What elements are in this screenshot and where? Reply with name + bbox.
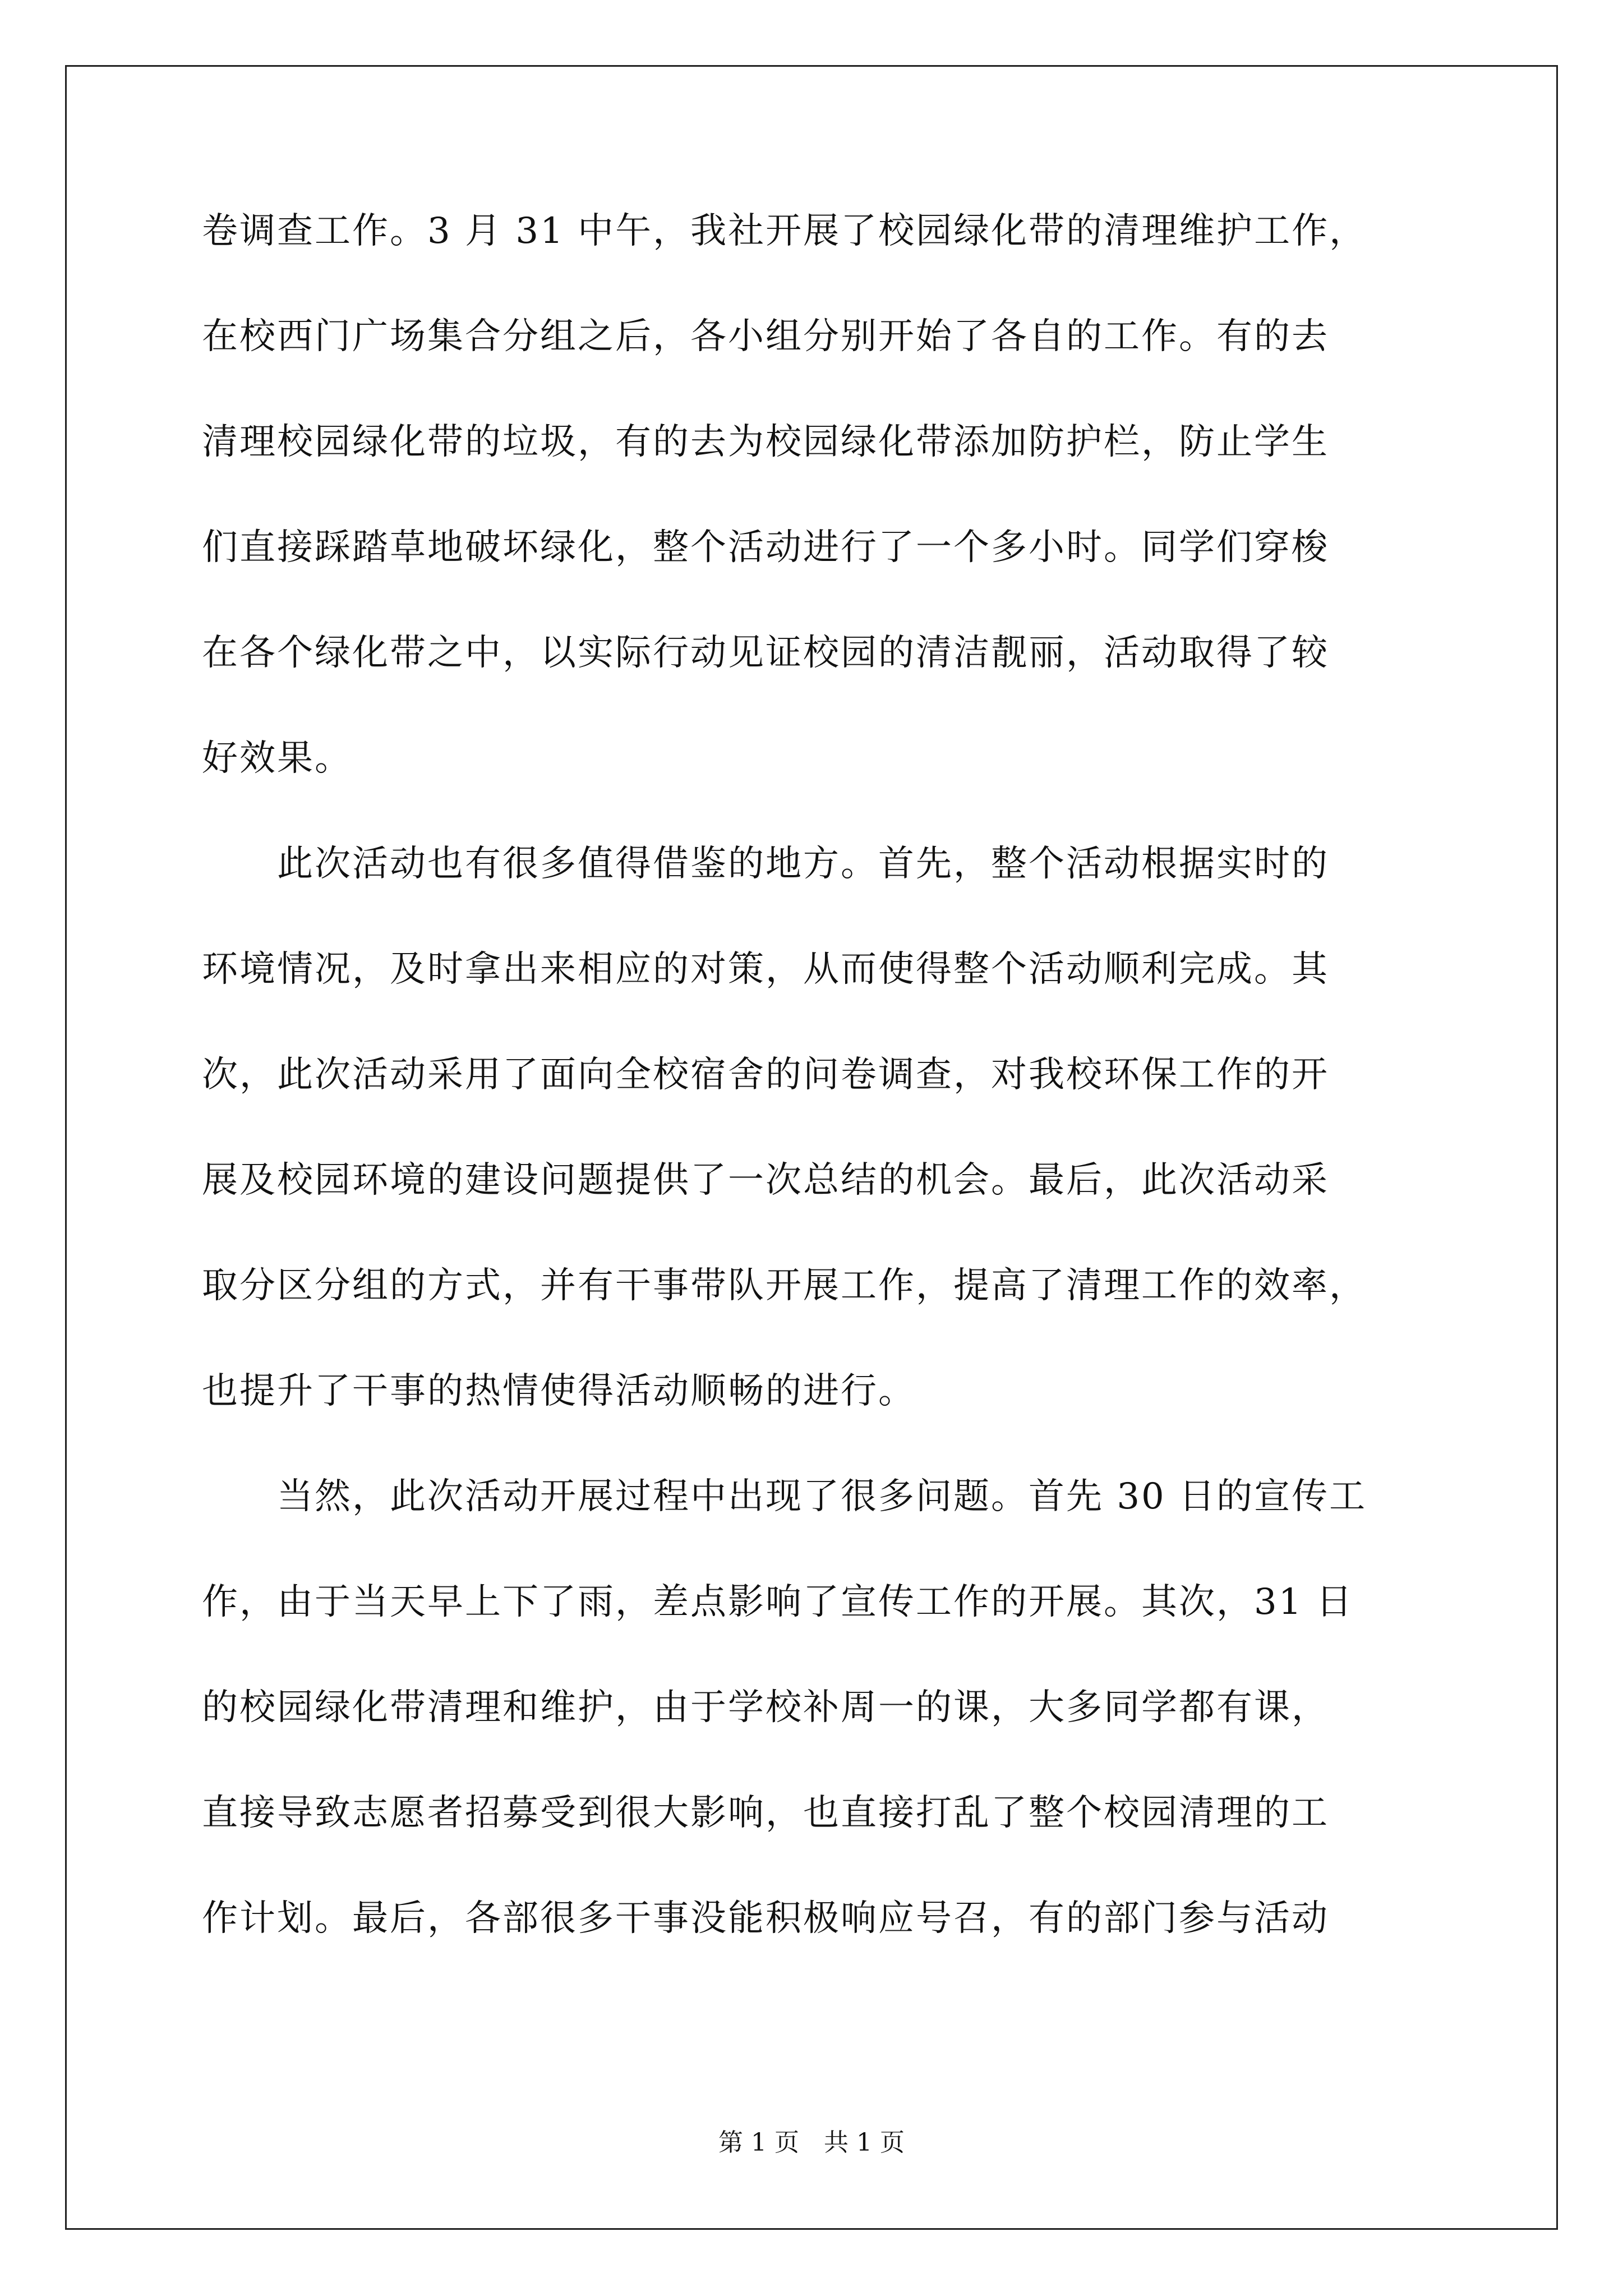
text-line: 也提升了干事的热情使得活动顺畅的进行。: [202, 1370, 916, 1412]
text-line: 直接导致志愿者招募受到很大影响，也直接打乱了整个校园清理的工: [202, 1792, 1329, 1834]
text-line: 的校园绿化带清理和维护，由于学校补周一的课，大多同学都有课，: [202, 1687, 1329, 1728]
text-line: 卷调查工作。3 月 31 中午，我社开展了校园绿化带的清理维护工作，: [202, 210, 1367, 252]
text-line: 展及校园环境的建设问题提供了一次总结的机会。最后，此次活动采: [202, 1159, 1329, 1201]
text-line: 此次活动也有很多值得借鉴的地方。首先，整个活动根据实时的: [202, 843, 1329, 885]
text-line: 清理校园绿化带的垃圾，有的去为校园绿化带添加防护栏，防止学生: [202, 421, 1329, 463]
text-line: 在校西门广场集合分组之后，各小组分别开始了各自的工作。有的去: [202, 316, 1329, 357]
text-line: 次，此次活动采用了面向全校宿舍的问卷调查，对我校环保工作的开: [202, 1054, 1329, 1096]
text-line: 取分区分组的方式，并有干事带队开展工作，提高了清理工作的效率，: [202, 1265, 1367, 1306]
text-line: 环境情况，及时拿出来相应的对策，从而使得整个活动顺利完成。其: [202, 949, 1329, 990]
text-line: 们直接踩踏草地破坏绿化，整个活动进行了一个多小时。同学们穿梭: [202, 527, 1329, 568]
document-body: [202, 206, 1441, 1999]
page-footer: 第 1 页 共 1 页: [718, 2128, 905, 2157]
text-line: 好效果。: [202, 738, 352, 779]
text-line: 在各个绿化带之中，以实际行动见证校园的清洁靓丽，活动取得了较: [202, 632, 1329, 674]
text-line: 当然，此次活动开展过程中出现了很多问题。首先 30 日的宣传工: [202, 1476, 1367, 1517]
text-line: 作计划。最后，各部很多干事没能积极响应号召，有的部门参与活动: [202, 1898, 1329, 1939]
text-line: 作，由于当天早上下了雨，差点影响了宣传工作的开展。其次，31 日: [202, 1581, 1354, 1623]
